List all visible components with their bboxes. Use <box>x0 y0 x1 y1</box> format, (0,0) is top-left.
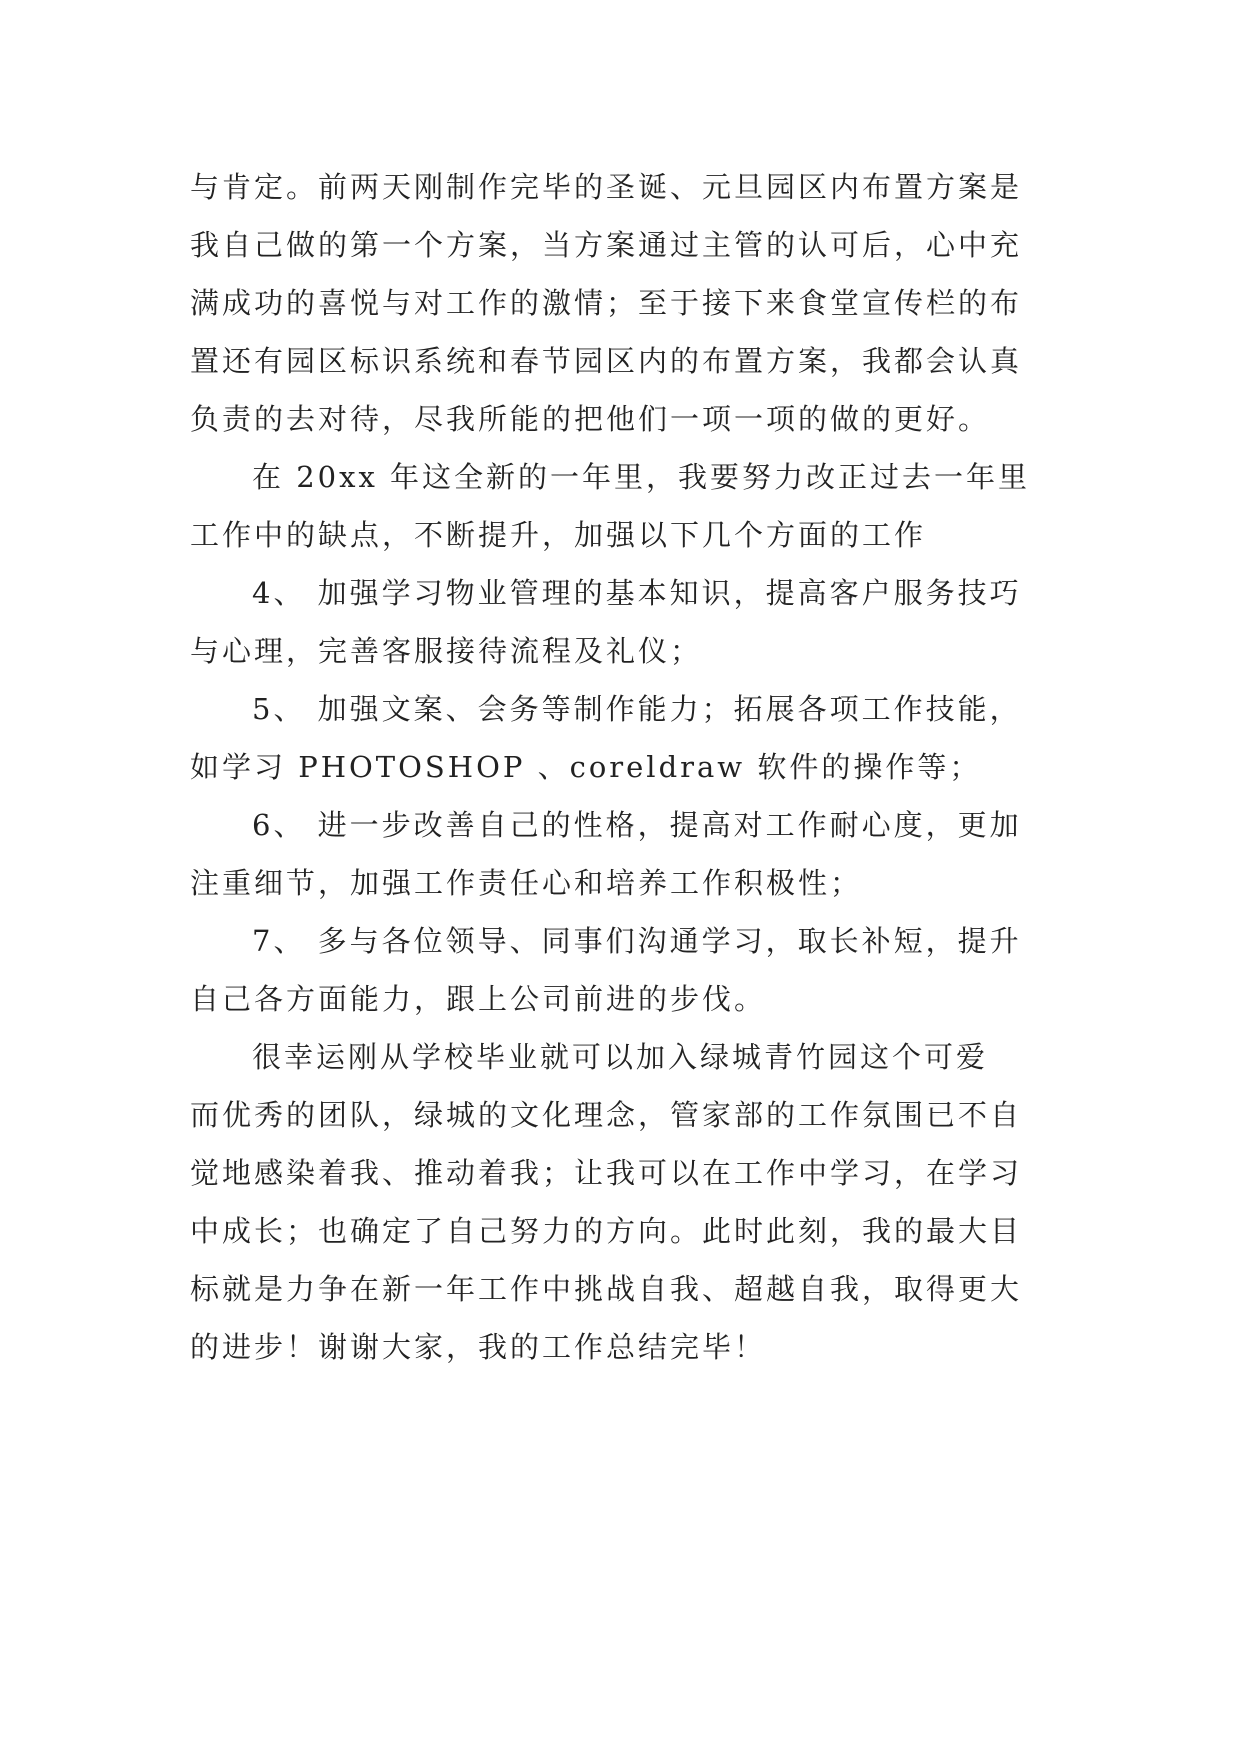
text-line: 中成长；也确定了自己努力的方向。此时此刻，我的最大目 <box>190 1214 1023 1248</box>
text-line: 置还有园区标识系统和春节园区内的布置方案，我都会认真 <box>190 344 1023 378</box>
text-line: 满成功的喜悦与对工作的激情；至于接下来食堂宣传栏的布 <box>190 286 1023 320</box>
text-line: 觉地感染着我、推动着我；让我可以在工作中学习，在学习 <box>190 1156 1023 1190</box>
text-line: 的进步！谢谢大家，我的工作总结完毕！ <box>190 1330 767 1364</box>
text-line: 标就是力争在新一年工作中挑战自我、超越自我，取得更大 <box>190 1272 1023 1306</box>
text-line: 而优秀的团队，绿城的文化理念，管家部的工作氛围已不自 <box>190 1098 1023 1132</box>
text-line: 如学习 PHOTOSHOP 、coreldraw 软件的操作等； <box>190 750 982 784</box>
text-line: 我自己做的第一个方案，当方案通过主管的认可后，心中充 <box>190 228 1023 262</box>
text-line: 自己各方面能力，跟上公司前进的步伐。 <box>190 982 767 1016</box>
list-item-5-line: 5、 加强文案、会务等制作能力；拓展各项工作技能， <box>252 692 1022 726</box>
document-body <box>190 158 1060 1376</box>
text-line: 与心理，完善客服接待流程及礼仪； <box>190 634 703 668</box>
text-line: 负责的去对待，尽我所能的把他们一项一项的做的更好。 <box>190 402 991 436</box>
text-line: 工作中的缺点，不断提升，加强以下几个方面的工作 <box>190 518 927 552</box>
text-line: 与肯定。前两天刚制作完毕的圣诞、元旦园区内布置方案是 <box>190 170 1023 204</box>
paragraph-start-line: 很幸运刚从学校毕业就可以加入绿城青竹园这个可爱 <box>252 1040 989 1074</box>
list-item-6-line: 6、 进一步改善自己的性格，提高对工作耐心度，更加 <box>252 808 1022 842</box>
list-item-4-line: 4、 加强学习物业管理的基本知识，提高客户服务技巧 <box>252 576 1022 610</box>
list-item-7-line: 7、 多与各位领导、同事们沟通学习，取长补短，提升 <box>252 924 1022 958</box>
paragraph-start-line: 在 20xx 年这全新的一年里，我要努力改正过去一年里 <box>252 460 1031 494</box>
text-line: 注重细节，加强工作责任心和培养工作积极性； <box>190 866 863 900</box>
